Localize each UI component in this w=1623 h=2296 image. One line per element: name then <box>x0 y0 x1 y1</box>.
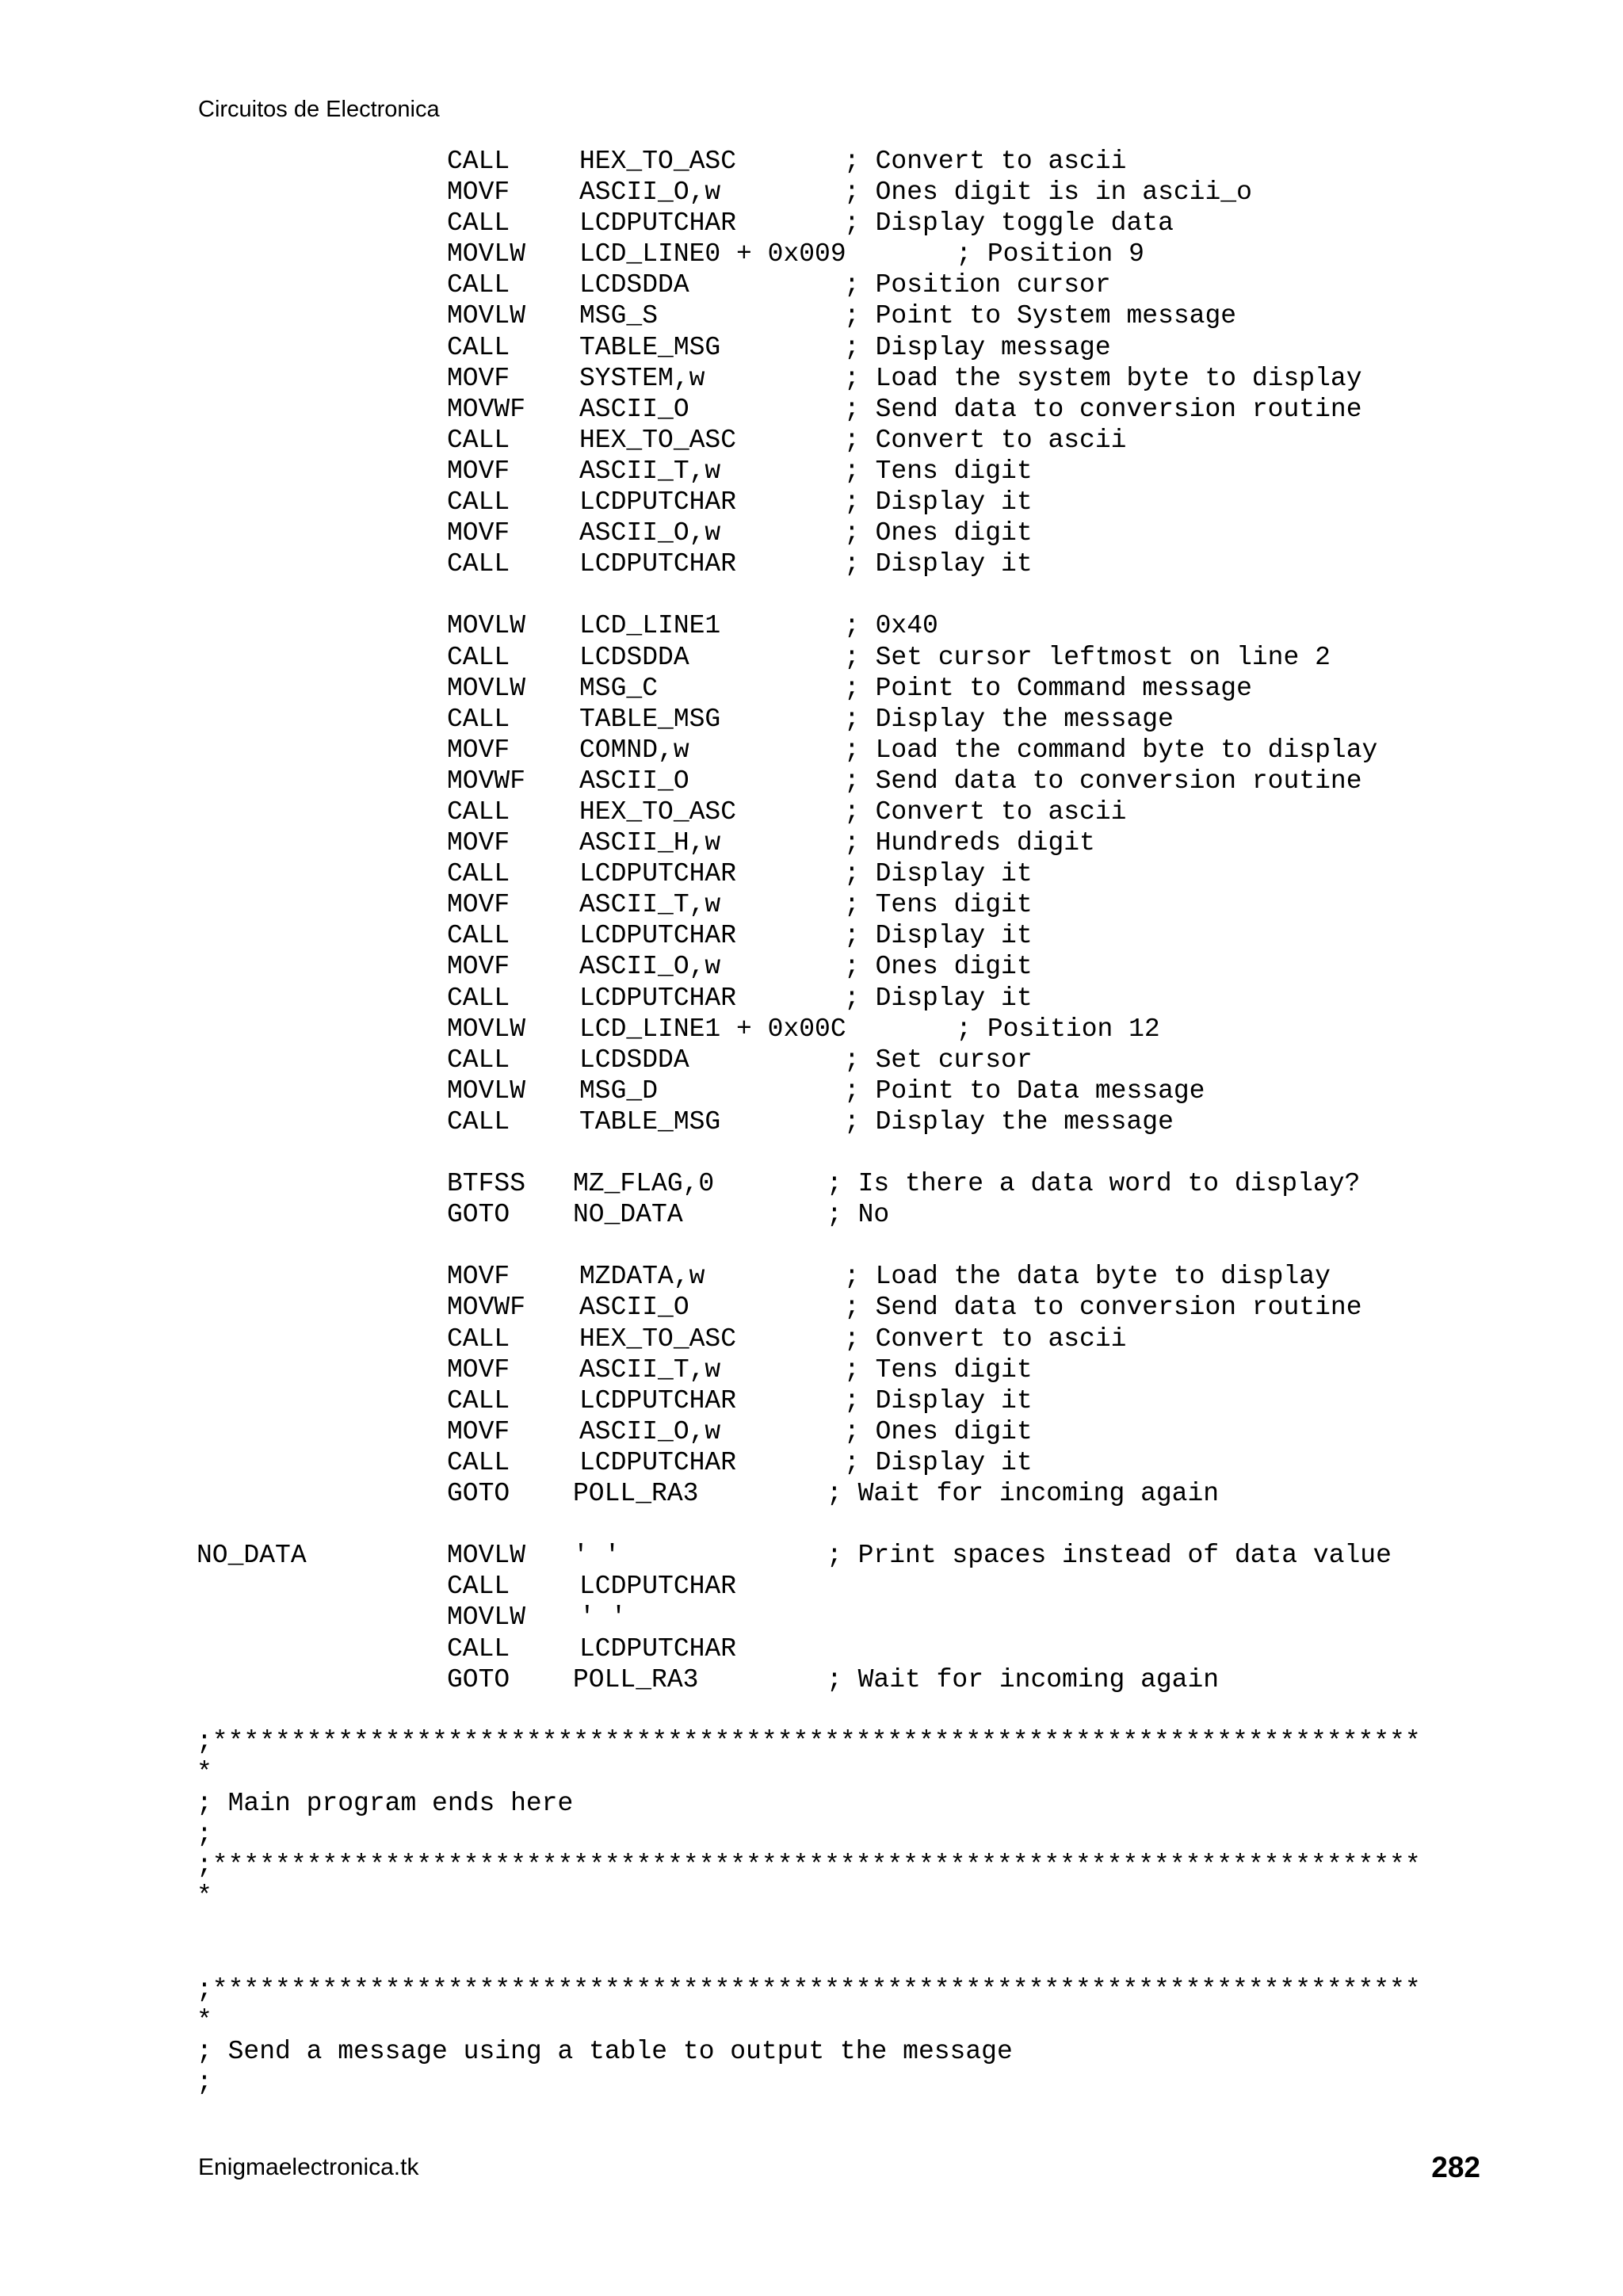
code-line <box>197 610 1496 641</box>
code-comment: ; Display it <box>844 921 1033 951</box>
code-line <box>197 920 1496 951</box>
code-comment: ; Point to Data message <box>844 1075 1205 1106</box>
instruction-mnemonic: CALL <box>447 983 510 1013</box>
instruction-mnemonic: BTFSS <box>447 1169 526 1199</box>
instruction-operand: MSG_S <box>579 301 659 331</box>
code-label: NO_DATA <box>197 1541 307 1571</box>
code-line <box>197 1540 1496 1571</box>
instruction-mnemonic: MOVWF <box>447 1293 526 1323</box>
instruction-mnemonic: CALL <box>447 797 510 827</box>
instruction-mnemonic: MOVWF <box>447 766 526 796</box>
instruction-operand: HEX_TO_ASC <box>579 1324 737 1354</box>
code-line <box>197 1385 1496 1416</box>
instruction-operand: ASCII_O,w <box>579 178 721 208</box>
instruction-mnemonic: CALL <box>447 1385 510 1415</box>
instruction-operand: POLL_RA3 <box>573 1664 699 1694</box>
instruction-mnemonic: CALL <box>447 1324 510 1354</box>
code-comment: ; Ones digit <box>844 952 1033 982</box>
instruction-mnemonic: CALL <box>447 332 510 362</box>
code-line <box>197 1045 1496 1075</box>
instruction-operand: TABLE_MSG <box>579 332 721 362</box>
comment-text: ;***************************************************************************** <box>197 1851 1421 1881</box>
instruction-mnemonic: CALL <box>447 704 510 734</box>
code-comment: ; Load the system byte to display <box>844 363 1362 393</box>
code-line <box>197 487 1496 518</box>
blank-line <box>197 579 1496 610</box>
instruction-mnemonic: CALL <box>447 270 510 300</box>
instruction-operand: LCDPUTCHAR <box>579 208 737 239</box>
code-line <box>197 425 1496 456</box>
instruction-mnemonic: MOVF <box>447 178 510 208</box>
code-line <box>197 1602 1496 1633</box>
blank-line <box>197 1509 1496 1540</box>
instruction-operand: MZDATA,w <box>579 1262 705 1292</box>
code-comment: ; Send data to conversion routine <box>844 394 1362 424</box>
instruction-mnemonic: GOTO <box>447 1200 510 1230</box>
code-line <box>197 673 1496 704</box>
instruction-mnemonic: CALL <box>447 487 510 518</box>
comment-text: ;***************************************************************************** <box>197 1974 1421 2004</box>
code-line <box>197 1261 1496 1292</box>
instruction-mnemonic: GOTO <box>447 1664 510 1694</box>
blank-line <box>197 1230 1496 1261</box>
code-comment: ; Display toggle data <box>844 208 1174 239</box>
blank-line <box>197 1695 1496 1726</box>
code-line <box>197 1199 1496 1230</box>
instruction-operand: ASCII_O,w <box>579 952 721 982</box>
code-comment: ; Display it <box>844 1447 1033 1477</box>
code-line <box>197 951 1496 982</box>
code-line <box>197 797 1496 827</box>
code-comment: ; Load the command byte to display <box>844 735 1378 765</box>
instruction-mnemonic: CALL <box>447 549 510 579</box>
instruction-operand: ' ' <box>573 1541 621 1571</box>
page-header: Circuitos de Electronica <box>198 97 440 122</box>
code-line <box>197 1633 1496 1664</box>
instruction-operand: MSG_C <box>579 673 659 703</box>
instruction-mnemonic: MOVF <box>447 828 510 858</box>
instruction-operand: TABLE_MSG <box>579 1106 721 1137</box>
instruction-mnemonic: MOVF <box>447 518 510 548</box>
code-comment: ; Display it <box>844 1385 1033 1415</box>
code-comment: ; Display it <box>844 549 1033 579</box>
instruction-mnemonic: MOVF <box>447 890 510 920</box>
instruction-mnemonic: MOVLW <box>447 611 526 641</box>
instruction-mnemonic: CALL <box>447 1447 510 1477</box>
code-comment: ; Send data to conversion routine <box>844 1293 1362 1323</box>
code-line <box>197 1416 1496 1447</box>
instruction-operand: ASCII_O <box>579 766 689 796</box>
instruction-mnemonic: MOVLW <box>447 1014 526 1044</box>
instruction-mnemonic: CALL <box>447 859 510 889</box>
code-comment: ; Is there a data word to display? <box>827 1169 1361 1199</box>
blank-line <box>197 1912 1496 1943</box>
code-comment: ; Load the data byte to display <box>844 1262 1331 1292</box>
instruction-operand: TABLE_MSG <box>579 704 721 734</box>
code-comment: ; Display it <box>844 487 1033 518</box>
code-line <box>197 363 1496 394</box>
instruction-mnemonic: MOVLW <box>447 1541 526 1571</box>
blank-line <box>197 1943 1496 1973</box>
code-line <box>197 1726 1496 1757</box>
instruction-operand: HEX_TO_ASC <box>579 425 737 455</box>
code-comment: ; Wait for incoming again <box>827 1479 1220 1509</box>
code-comment: ; Tens digit <box>844 456 1033 486</box>
instruction-operand: MSG_D <box>579 1075 659 1106</box>
code-comment: ; Convert to ascii <box>844 1324 1127 1354</box>
code-line <box>197 704 1496 735</box>
instruction-mnemonic: MOVLW <box>447 301 526 331</box>
instruction-operand: ' ' <box>579 1603 627 1633</box>
instruction-operand: LCDSDDA <box>579 1045 689 1075</box>
code-comment: ; Ones digit <box>844 518 1033 548</box>
instruction-mnemonic: CALL <box>447 1572 510 1602</box>
code-comment: ; Set cursor leftmost on line 2 <box>844 642 1331 672</box>
assembly-code-listing <box>197 146 1496 2098</box>
instruction-operand: NO_DATA <box>573 1200 683 1230</box>
instruction-mnemonic: MOVF <box>447 735 510 765</box>
code-comment: ; Display it <box>844 983 1033 1013</box>
code-comment: ; Ones digit is in ascii_o <box>844 178 1252 208</box>
code-line <box>197 2036 1496 2067</box>
instruction-operand: MZ_FLAG,0 <box>573 1169 715 1199</box>
code-line <box>197 1292 1496 1323</box>
instruction-mnemonic: CALL <box>447 425 510 455</box>
instruction-mnemonic: MOVLW <box>447 1075 526 1106</box>
code-line <box>197 1354 1496 1385</box>
code-line <box>197 889 1496 920</box>
code-comment: ; No <box>827 1200 890 1230</box>
code-comment: ; Position cursor <box>844 270 1111 300</box>
code-comment: ; Display the message <box>844 1106 1174 1137</box>
comment-text: ; Main program ends here <box>197 1788 574 1818</box>
instruction-operand: LCDPUTCHAR <box>579 1385 737 1415</box>
code-line <box>197 239 1496 269</box>
code-comment: ; 0x40 <box>844 611 938 641</box>
instruction-operand: LCD_LINE1 <box>579 611 721 641</box>
code-comment: ; Tens digit <box>844 1354 1033 1385</box>
code-comment: ; Print spaces instead of data value <box>827 1541 1392 1571</box>
instruction-mnemonic: CALL <box>447 642 510 672</box>
instruction-operand: HEX_TO_ASC <box>579 797 737 827</box>
code-comment: ; Ones digit <box>844 1416 1033 1446</box>
code-comment: ; Display the message <box>844 704 1174 734</box>
code-comment: ; Point to Command message <box>844 673 1252 703</box>
code-line <box>197 1014 1496 1045</box>
code-line <box>197 735 1496 766</box>
comment-text: * <box>197 1881 212 1912</box>
code-line <box>197 1447 1496 1478</box>
code-comment: ; Display message <box>844 332 1111 362</box>
code-line <box>197 1850 1496 1881</box>
instruction-operand: ASCII_O <box>579 1293 689 1323</box>
code-line <box>197 518 1496 548</box>
code-line <box>197 2005 1496 2036</box>
instruction-mnemonic: MOVF <box>447 456 510 486</box>
code-line <box>197 177 1496 208</box>
instruction-mnemonic: CALL <box>447 147 510 176</box>
code-line <box>197 766 1496 797</box>
code-line <box>197 1106 1496 1137</box>
code-line <box>197 208 1496 239</box>
blank-line <box>197 1137 1496 1168</box>
comment-text: ; Send a message using a table to output the message <box>197 2036 1013 2066</box>
comment-text: ;***************************************************************************** <box>197 1726 1421 1756</box>
comment-text: * <box>197 1757 212 1787</box>
code-comment: ; Wait for incoming again <box>827 1664 1220 1694</box>
instruction-operand: LCDPUTCHAR <box>579 487 737 518</box>
instruction-mnemonic: CALL <box>447 1106 510 1137</box>
instruction-operand: SYSTEM,w <box>579 363 705 393</box>
code-line <box>197 269 1496 300</box>
instruction-operand: ASCII_T,w <box>579 456 721 486</box>
code-line <box>197 827 1496 858</box>
code-line <box>197 1788 1496 1819</box>
code-line <box>197 300 1496 331</box>
instruction-operand: ASCII_O <box>579 394 689 424</box>
instruction-mnemonic: CALL <box>447 921 510 951</box>
instruction-operand: LCDSDDA <box>579 642 689 672</box>
instruction-mnemonic: MOVLW <box>447 673 526 703</box>
instruction-mnemonic: MOVF <box>447 952 510 982</box>
instruction-operand: COMND,w <box>579 735 689 765</box>
code-comment: ; Display it <box>844 859 1033 889</box>
instruction-mnemonic: MOVF <box>447 1262 510 1292</box>
code-line <box>197 1168 1496 1199</box>
instruction-mnemonic: MOVWF <box>447 394 526 424</box>
code-line <box>197 1571 1496 1602</box>
code-comment: ; Set cursor <box>844 1045 1033 1075</box>
code-line <box>197 983 1496 1014</box>
instruction-operand: LCDSDDA <box>579 270 689 300</box>
page-number: 282 <box>1431 2151 1480 2183</box>
instruction-mnemonic: CALL <box>447 1633 510 1664</box>
code-comment: ; Send data to conversion routine <box>844 766 1362 796</box>
instruction-mnemonic: MOVF <box>447 363 510 393</box>
footer-site: Enigmaelectronica.tk <box>198 2154 419 2180</box>
instruction-operand: LCDPUTCHAR <box>579 1572 737 1602</box>
instruction-operand: ASCII_H,w <box>579 828 721 858</box>
instruction-operand: HEX_TO_ASC <box>579 147 737 176</box>
instruction-operand: LCDPUTCHAR <box>579 1447 737 1477</box>
code-line <box>197 1819 1496 1850</box>
code-line <box>197 1478 1496 1509</box>
code-line <box>197 1324 1496 1354</box>
code-line <box>197 548 1496 579</box>
instruction-mnemonic: MOVLW <box>447 239 526 269</box>
code-line <box>197 332 1496 363</box>
instruction-operand: LCDPUTCHAR <box>579 549 737 579</box>
instruction-operand: ASCII_O,w <box>579 1416 721 1446</box>
code-line <box>197 394 1496 425</box>
code-line <box>197 146 1496 177</box>
code-line <box>197 1664 1496 1695</box>
instruction-operand: LCD_LINE0 + 0x009 ; Position 9 <box>579 239 1144 269</box>
instruction-mnemonic: GOTO <box>447 1479 510 1509</box>
instruction-mnemonic: CALL <box>447 208 510 239</box>
instruction-operand: ASCII_T,w <box>579 890 721 920</box>
code-line <box>197 1881 1496 1912</box>
code-line <box>197 2067 1496 2098</box>
instruction-operand: LCDPUTCHAR <box>579 983 737 1013</box>
instruction-operand: LCDPUTCHAR <box>579 1633 737 1664</box>
instruction-operand: LCDPUTCHAR <box>579 859 737 889</box>
instruction-mnemonic: MOVF <box>447 1416 510 1446</box>
code-line <box>197 642 1496 673</box>
instruction-operand: LCD_LINE1 + 0x00C ; Position 12 <box>579 1014 1160 1044</box>
comment-text: * <box>197 2005 212 2035</box>
code-line <box>197 858 1496 889</box>
code-line <box>197 1757 1496 1788</box>
instruction-mnemonic: CALL <box>447 1045 510 1075</box>
code-comment: ; Hundreds digit <box>844 828 1095 858</box>
code-line <box>197 1075 1496 1106</box>
instruction-operand: ASCII_T,w <box>579 1354 721 1385</box>
instruction-mnemonic: MOVF <box>447 1354 510 1385</box>
code-comment: ; Tens digit <box>844 890 1033 920</box>
code-comment: ; Point to System message <box>844 301 1237 331</box>
instruction-operand: POLL_RA3 <box>573 1479 699 1509</box>
code-line <box>197 1974 1496 2005</box>
instruction-operand: LCDPUTCHAR <box>579 921 737 951</box>
code-line <box>197 456 1496 487</box>
code-comment: ; Convert to ascii <box>844 797 1127 827</box>
comment-text: ; <box>197 1820 212 1850</box>
code-comment: ; Convert to ascii <box>844 147 1127 176</box>
comment-text: ; <box>197 2067 212 2097</box>
instruction-operand: ASCII_O,w <box>579 518 721 548</box>
code-comment: ; Convert to ascii <box>844 425 1127 455</box>
instruction-mnemonic: MOVLW <box>447 1603 526 1633</box>
